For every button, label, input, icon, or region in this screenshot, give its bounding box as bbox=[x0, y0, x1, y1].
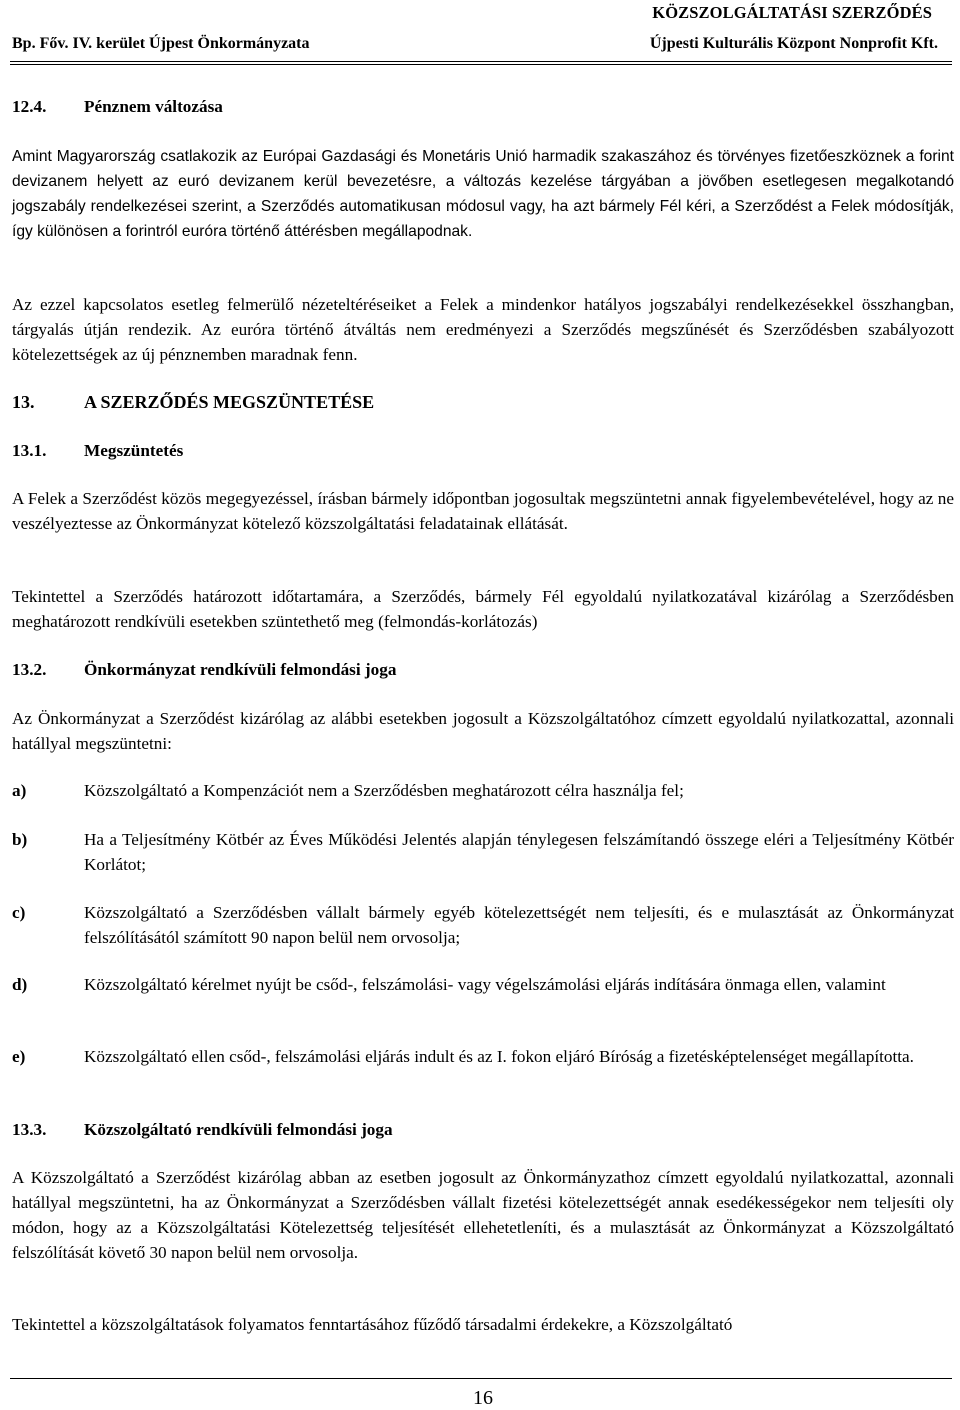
paragraph-13-1-2: Tekintettel a Szerződés határozott időtartamára, a Szerződés, bármely Fél egyoldalú nyilatkozatával kizárólag a Szerződésben meghatározott rendkívüli esetekben szüntethető meg (felmondás-korlátozás) bbox=[12, 587, 954, 631]
section-number: 13.2. bbox=[12, 660, 47, 679]
header-party-left: Bp. Főv. IV. kerület Újpest Önkormányzata bbox=[12, 35, 310, 52]
section-title: A SZERZŐDÉS MEGSZÜNTETÉSE bbox=[84, 392, 375, 412]
paragraph-13-1-1: A Felek a Szerződést közös megegyezéssel, írásban bármely időpontban jogosultak megszüntetni annak figyelembevételével, hogy az ne veszélyeztesse az Önkormányzat kötelező közszolgáltatási feladatainak ellátását. bbox=[12, 489, 954, 533]
paragraph-13-2-intro: Az Önkormányzat a Szerződést kizárólag az alábbi esetekben jogosult a Közszolgáltatóhoz címzett egyoldalú nyilatkozattal, azonnali hatállyal megszüntetni: bbox=[12, 709, 954, 753]
list-item-text: Közszolgáltató ellen csőd-, felszámolási eljárás indult és az I. fokon eljáró Bíróság a fizetésképtelenséget megállapította. bbox=[84, 1047, 914, 1066]
section-heading-13-3 bbox=[12, 1117, 954, 1142]
paragraph-13-3-2: Tekintettel a közszolgáltatások folyamatos fenntartásához fűződő társadalmi érdekekre, a Közszolgáltató bbox=[12, 1315, 733, 1334]
header-rule bbox=[10, 61, 952, 62]
list-item-d bbox=[12, 972, 954, 997]
section-number: 13.1. bbox=[12, 441, 47, 460]
section-heading-12-4 bbox=[12, 94, 954, 119]
list-item-a bbox=[12, 778, 954, 803]
footer-rule bbox=[10, 1378, 952, 1379]
section-number: 13. bbox=[12, 392, 35, 412]
paragraph-13-3-1: A Közszolgáltató a Szerződést kizárólag abban az esetben jogosult az Önkormányzathoz címzett egyoldalú nyilatkozattal, azonnali hatállyal megszüntetni, ha az Önkormányzat a Szerződésben vállalt fizetési kötelezettségét annak esedékességekor nem teljesíti oly módon, hogy az a Közszolgáltatási Kötelezettség teljesítését ellehetetleníti, és a mulasztását az Önkormányzat a Közszolgáltató felszólítását követő 30 napon belül nem orvosolja. bbox=[12, 1168, 954, 1262]
paragraph-12-4-2: Az ezzel kapcsolatos esetleg felmerülő nézeteltéréseiket a Felek a mindenkor hatályos jogszabályi rendelkezésekkel összhangban, tárgyalás útján rendezik. Az euróra történő átváltás nem eredményezi a Szerződés megszűnését és Szerződésben szabályozott kötelezettségek az új pénznemben maradnak fenn. bbox=[12, 295, 954, 364]
section-number: 13.3. bbox=[12, 1120, 47, 1139]
section-heading-13 bbox=[12, 390, 954, 415]
section-title: Pénznem változása bbox=[84, 97, 223, 116]
section-heading-13-1 bbox=[12, 438, 954, 463]
list-item-label: d) bbox=[12, 975, 28, 994]
list-item-label: e) bbox=[12, 1047, 26, 1066]
list-item-label: c) bbox=[12, 903, 26, 922]
list-item-text: Ha a Teljesítmény Kötbér az Éves Működési Jelentés alapján ténylegesen felszámítandó összege eléri a Teljesítmény Kötbér Korlátot; bbox=[84, 830, 954, 874]
header-rule-secondary bbox=[10, 64, 952, 65]
list-item-label: a) bbox=[12, 781, 27, 800]
paragraph-12-4-1: Amint Magyarország csatlakozik az Európai Gazdasági és Monetáris Unió harmadik szakaszához és törvényes fizetőeszköznek a forint devizanem helyett az euró devizanem kerül bevezetésre, a változás kezelése tárgyában a jövőben esetlegesen megalkotandó jogszabály rendelkezései szerint, a Szerződés automatikusan módosul vagy, ha azt bármely Fél kéri, a Szerződést a Felek módosítják, így különösen a forintról euróra történő áttérésben megállapodnak. bbox=[12, 148, 954, 240]
header-party-right: Újpesti Kulturális Központ Nonprofit Kft. bbox=[649, 35, 938, 52]
list-item-text: Közszolgáltató a Szerződésben vállalt bármely egyéb kötelezettségét nem teljesíti, és e mulasztását az Önkormányzat felszólításától számított 90 napon belül nem orvosolja; bbox=[84, 903, 954, 947]
list-item-b bbox=[12, 827, 954, 877]
document-title: KÖZSZOLGÁLTATÁSI SZERZŐDÉS bbox=[652, 3, 932, 22]
list-item-label: b) bbox=[12, 830, 28, 849]
page-number: 16 bbox=[473, 1387, 493, 1409]
section-title: Önkormányzat rendkívüli felmondási joga bbox=[84, 660, 397, 679]
list-item-c bbox=[12, 900, 954, 950]
section-heading-13-2 bbox=[12, 657, 954, 682]
section-number: 12.4. bbox=[12, 97, 47, 116]
section-title: Megszüntetés bbox=[84, 441, 184, 460]
list-item-text: Közszolgáltató a Kompenzációt nem a Szerződésben meghatározott célra használja fel; bbox=[84, 781, 684, 800]
list-item-text: Közszolgáltató kérelmet nyújt be csőd-, felszámolási- vagy végelszámolási eljárás indítására önmaga ellen, valamint bbox=[84, 975, 886, 994]
list-item-e bbox=[12, 1044, 954, 1069]
section-title: Közszolgáltató rendkívüli felmondási joga bbox=[84, 1120, 393, 1139]
